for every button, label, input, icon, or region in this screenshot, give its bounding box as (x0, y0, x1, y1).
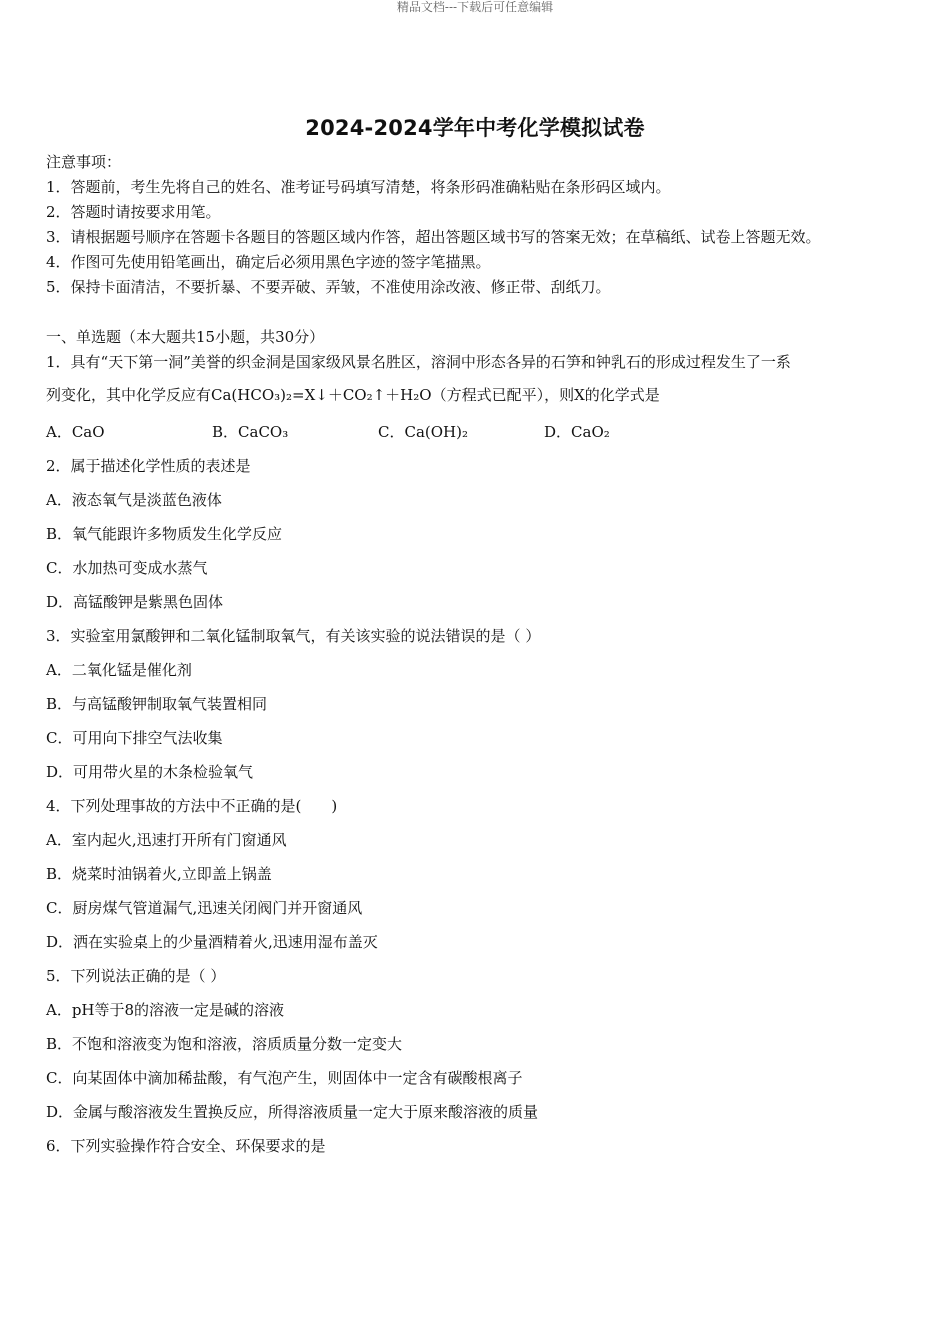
option-d: D．可用带火星的木条检验氧气 (46, 763, 254, 781)
page-title: 2024-2024学年中考化学模拟试卷 (305, 116, 645, 140)
option-c: C．向某固体中滴加稀盐酸，有气泡产生，则固体中一定含有碳酸根离子 (46, 1069, 523, 1087)
option-d: D．金属与酸溶液发生置换反应，所得溶液质量一定大于原来酸溶液的质量 (46, 1103, 539, 1121)
option-c: C．Ca(OH)₂ (378, 423, 468, 441)
option-d: D．高锰酸钾是紫黑色固体 (46, 593, 224, 611)
notice-item: 2．答题时请按要求用笔。 (46, 203, 221, 221)
question-1-options (46, 415, 926, 449)
section-heading: 一、单选题（本大题共15小题，共30分） (46, 328, 325, 346)
question-4-stem: 4．下列处理事故的方法中不正确的是( ) (46, 797, 338, 815)
option-c: C．水加热可变成水蒸气 (46, 559, 208, 577)
option-b: B．不饱和溶液变为饱和溶液，溶质质量分数一定变大 (46, 1035, 403, 1053)
option-b: B．氧气能跟许多物质发生化学反应 (46, 525, 283, 543)
option-c: C．可用向下排空气法收集 (46, 729, 223, 747)
question-1-stem: 1．具有“天下第一洞”美誉的织金洞是国家级风景名胜区，溶洞中形态各异的石笋和钟乳石的形成过程发生了一系 (46, 353, 791, 371)
question-6-stem: 6．下列实验操作符合安全、环保要求的是 (46, 1137, 326, 1155)
document-body (46, 150, 926, 1163)
notice-item: 3．请根据题号顺序在答题卡各题目的答题区域内作答，超出答题区域书写的答案无效；在草稿纸、试卷上答题无效。 (46, 228, 821, 246)
option-a: A．室内起火,迅速打开所有门窗通风 (46, 831, 287, 849)
option-a: A．二氧化锰是催化剂 (46, 661, 192, 679)
notice-heading: 注意事项： (46, 153, 122, 171)
question-3-stem: 3．实验室用氯酸钾和二氧化锰制取氧气，有关该实验的说法错误的是（ ） (46, 627, 541, 645)
header-note: 精品文档---下载后可任意编辑 (396, 0, 554, 14)
notice-item: 1．答题前，考生先将自己的姓名、准考证号码填写清楚，将条形码准确粘贴在条形码区域内。 (46, 178, 671, 196)
option-d: D．洒在实验桌上的少量酒精着火,迅速用湿布盖灭 (46, 933, 378, 951)
notice-item: 5．保持卡面清洁，不要折暴、不要弄破、弄皱，不准使用涂改液、修正带、刮纸刀。 (46, 278, 611, 296)
notice-item: 4．作图可先使用铅笔画出，确定后必须用黑色字迹的签字笔描黑。 (46, 253, 491, 271)
option-c: C．厨房煤气管道漏气,迅速关闭阀门并开窗通风 (46, 899, 363, 917)
option-a: A．pH等于8的溶液一定是碱的溶液 (46, 1001, 285, 1019)
option-a: A．液态氧气是淡蓝色液体 (46, 491, 222, 509)
question-5-stem: 5．下列说法正确的是（ ） (46, 967, 226, 985)
option-b: B．与高锰酸钾制取氧气装置相同 (46, 695, 268, 713)
option-b: B．CaCO₃ (212, 423, 289, 441)
question-1-stem-cont: 列变化，其中化学反应有Ca(HCO₃)₂=X↓＋CO₂↑＋H₂O（方程式已配平），则X的化学式是 (46, 386, 660, 404)
option-b: B．烧菜时油锅着火,立即盖上锅盖 (46, 865, 272, 883)
option-a: A．CaO (46, 423, 105, 441)
option-d: D．CaO₂ (544, 423, 610, 441)
question-2-stem: 2．属于描述化学性质的表述是 (46, 457, 251, 475)
